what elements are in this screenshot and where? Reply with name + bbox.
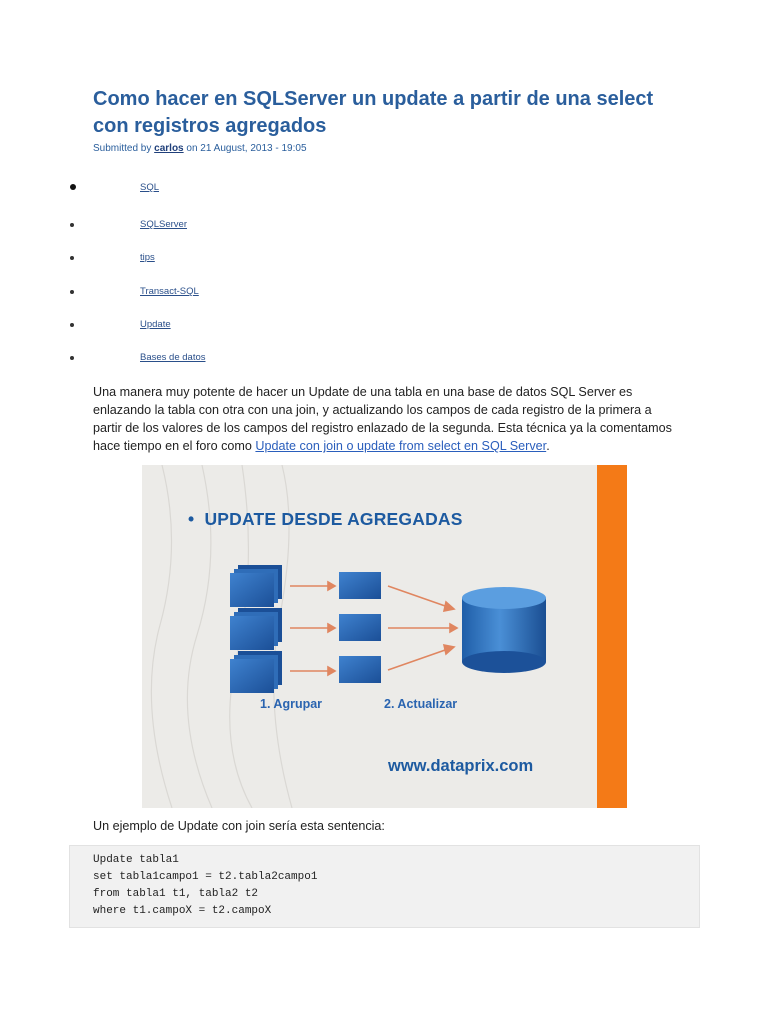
submitted-line: [93, 143, 307, 154]
forum-link[interactable]: Update con join o update from select en SQL Server: [255, 439, 547, 453]
tag-item: [70, 352, 370, 366]
slide-label-update: 2. Actualizar: [384, 697, 458, 711]
bullet-icon: [70, 256, 74, 260]
author-link[interactable]: carlos: [154, 143, 184, 154]
intro-text: Una manera muy potente de hacer un Update de una tabla en una base de datos SQL Server es enlazando la tabla con otra con una join, y actualizando los campos de cada registro de la primera a partir de los valores de los campos del registro enlazado de la segunda. Esta técnica ya la comentamos hace tiempo en el foro como: [93, 385, 672, 453]
tag-item: [70, 252, 370, 266]
tag-link-update[interactable]: Update: [140, 319, 171, 330]
slide-accent-bar: [597, 465, 627, 808]
slide-bullet: •: [188, 509, 195, 529]
code-block: [69, 845, 700, 928]
submitted-date: on 21 August, 2013 - 19:05: [186, 143, 307, 154]
bullet-icon: [70, 184, 76, 190]
tag-link-tips[interactable]: tips: [140, 252, 155, 263]
arrows-group: [290, 582, 335, 675]
code-line: Update tabla1: [93, 854, 179, 866]
tag-link-bases-de-datos[interactable]: Bases de datos: [140, 352, 206, 363]
slide-heading-text: UPDATE DESDE AGREGADAS: [204, 509, 463, 529]
slide-label-group: 1. Agrupar: [260, 697, 323, 711]
tag-link-transact-sql[interactable]: Transact-SQL: [140, 286, 199, 297]
tag-item: [70, 219, 370, 233]
intro-end: .: [546, 439, 550, 453]
bullet-icon: [70, 356, 74, 360]
update-arrows-group: [388, 586, 457, 670]
code-line: where t1.campoX = t2.campoX: [93, 905, 272, 917]
slide-image: [142, 465, 627, 808]
database-icon: [462, 587, 546, 673]
slide-url: www.dataprix.com: [388, 757, 534, 775]
tag-item: [70, 319, 370, 333]
code-line: from tabla1 t1, tabla2 t2: [93, 888, 259, 900]
tag-link-sql[interactable]: SQL: [140, 182, 160, 193]
example-caption: Un ejemplo de Update con join sería esta sentencia:: [93, 819, 385, 833]
tag-link-sqlserver[interactable]: SQLServer: [140, 219, 187, 230]
bullet-icon: [70, 290, 74, 294]
intro-paragraph: [93, 383, 683, 455]
bullet-icon: [70, 323, 74, 327]
bullet-icon: [70, 223, 74, 227]
grouped-docs-icon: [339, 572, 381, 683]
tag-item: [70, 286, 370, 300]
slide-heading: [188, 509, 463, 530]
submitted-prefix: Submitted by: [93, 143, 152, 154]
code-line: set tabla1campo1 = t2.tabla2campo1: [93, 871, 318, 883]
tag-item: [70, 182, 370, 196]
source-docs-icon: [230, 565, 282, 693]
article-title: Como hacer en SQLServer un update a partir de una select con registros agregados: [93, 88, 654, 137]
